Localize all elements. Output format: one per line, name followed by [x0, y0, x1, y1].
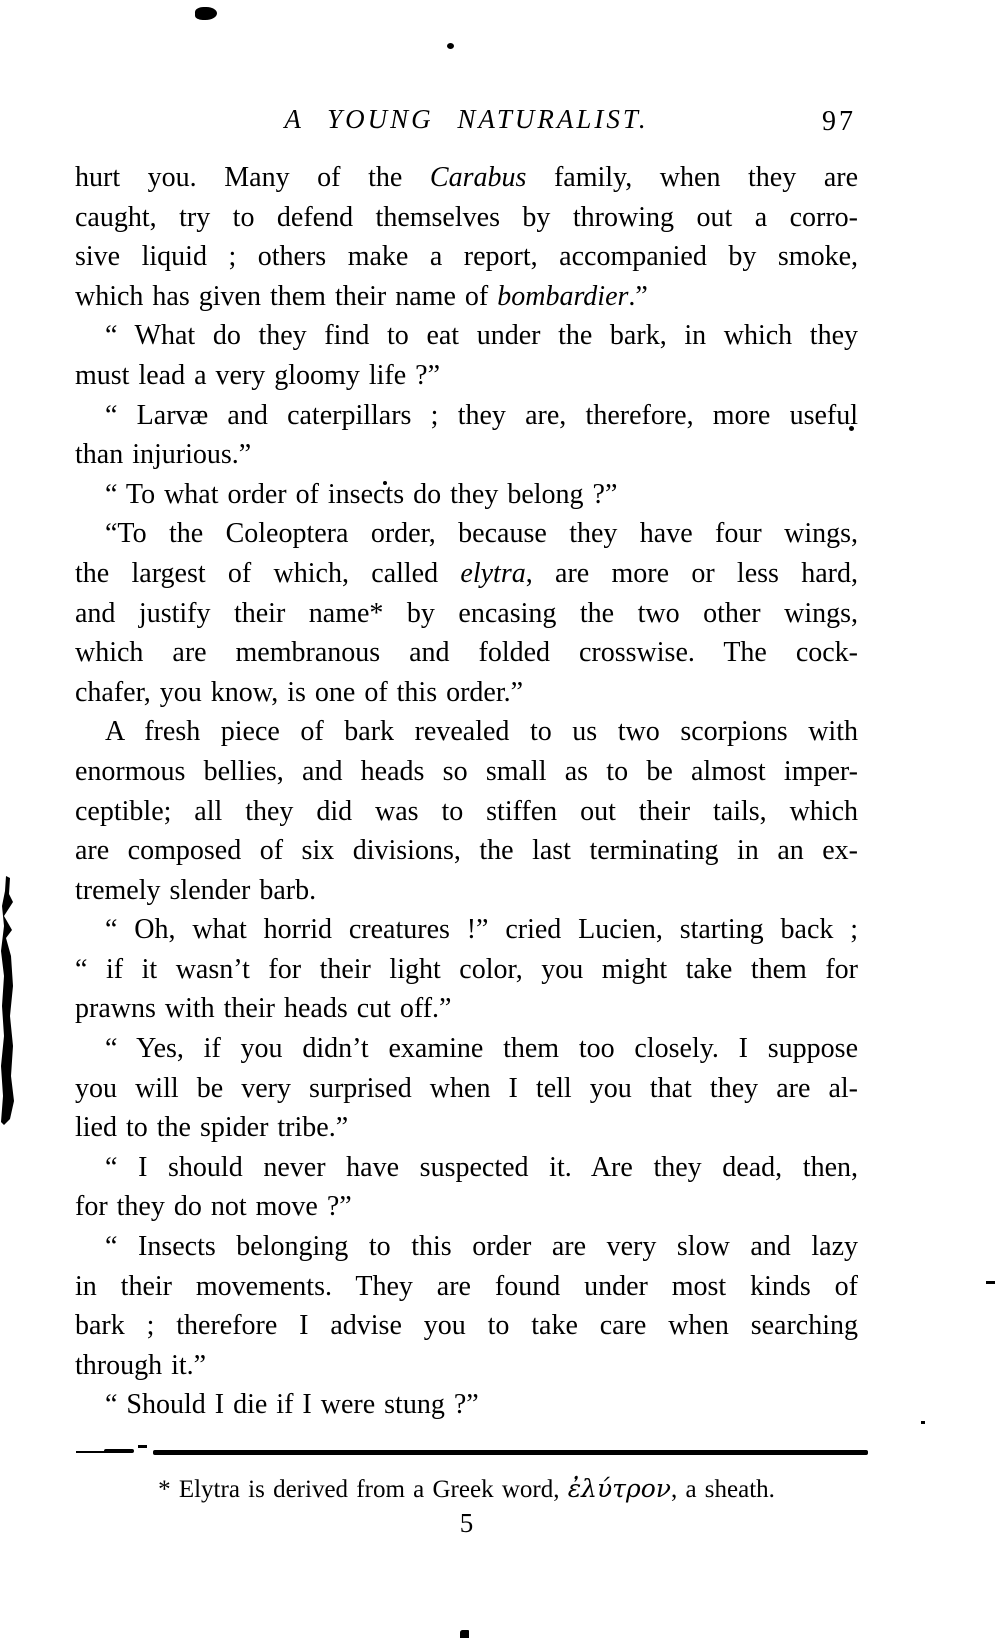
- text-segment: you will be very surprised when I tell you that they are al-: [75, 1072, 858, 1104]
- text-line: [75, 198, 858, 238]
- page-body: [75, 158, 858, 1425]
- text-segment: which are membranous and folded crosswise. The cock-: [75, 637, 858, 669]
- ink-mark-bottom: [460, 1630, 469, 1638]
- text-line: [75, 712, 858, 752]
- text-segment: “To the Coleoptera order, because they have four wings,: [105, 518, 858, 550]
- footnote-rule-fragment: [138, 1445, 147, 1448]
- text-line: [75, 1227, 858, 1267]
- text-segment: bombardier: [497, 280, 629, 312]
- text-segment: elytra: [460, 557, 526, 589]
- text-line: [75, 356, 858, 396]
- text-segment: “ if it wasn’t for their light color, you might take them for: [75, 953, 858, 985]
- text-segment: for they do not move ?”: [75, 1191, 352, 1223]
- text-line: [75, 1306, 858, 1346]
- text-line: [75, 1108, 858, 1148]
- text-segment: “ Should I die if I were stung ?”: [105, 1389, 479, 1421]
- text-segment: “ What do they find to eat under the bark, in which they: [105, 320, 858, 352]
- running-header: [75, 104, 858, 144]
- text-segment: the largest of which, called: [75, 557, 461, 589]
- page-title: A YOUNG NATURALIST.: [284, 104, 649, 134]
- text-line: [75, 158, 858, 198]
- text-segment: lied to the spider tribe.”: [75, 1112, 349, 1144]
- text-segment: chafer, you know, is one of this order.”: [75, 676, 524, 708]
- footnote-rule-fragment: [104, 1449, 134, 1453]
- footnote: [75, 1474, 858, 1504]
- text-segment: ceptible; all they did was to stiffen out their tails, which: [75, 795, 858, 827]
- text-segment: prawns with their heads cut off.”: [75, 993, 452, 1025]
- text-line: [75, 989, 858, 1029]
- text-segment: through it.”: [75, 1349, 207, 1381]
- text-segment: “ To what order of insects do they belong ?”: [105, 478, 618, 510]
- text-line: [75, 316, 858, 356]
- text-line: [75, 831, 858, 871]
- text-segment: and justify their name* by encasing the two other wings,: [75, 597, 858, 629]
- text-segment: must lead a very gloomy life ?”: [75, 359, 440, 391]
- text-segment: .”: [628, 280, 648, 312]
- text-segment: ἐλύτρον: [567, 1474, 671, 1503]
- text-segment: are composed of six divisions, the last terminating in an ex-: [75, 835, 858, 867]
- text-segment: in their movements. They are found under most kinds of: [75, 1270, 858, 1302]
- text-line: [75, 871, 858, 911]
- ink-speck: [986, 1281, 995, 1284]
- text-segment: , are more or less hard,: [525, 557, 858, 589]
- text-segment: A fresh piece of bark revealed to us two scorpions with: [105, 716, 858, 748]
- text-segment: “ Insects belonging to this order are very slow and lazy: [105, 1231, 858, 1263]
- text-segment: “ Oh, what horrid creatures !” cried Lucien, starting back ;: [105, 914, 858, 946]
- text-line: [75, 475, 858, 515]
- text-line: [75, 1029, 858, 1069]
- text-line: [75, 594, 858, 634]
- signature-mark: 5: [459, 1508, 474, 1538]
- footnote-rule: [153, 1450, 868, 1455]
- text-segment: Carabus: [429, 162, 527, 193]
- text-line: [75, 633, 858, 673]
- text-segment: bark ; therefore I advise you to take care when searching: [75, 1310, 858, 1342]
- text-line: [75, 554, 858, 594]
- text-line: [75, 673, 858, 713]
- text-line: [75, 277, 858, 317]
- text-segment: “ Larvæ and caterpillars ; they are, therefore, more useful: [105, 399, 858, 431]
- text-line: [75, 792, 858, 832]
- page-number: 97: [822, 106, 856, 137]
- ink-blot-artifact: [195, 7, 217, 20]
- ink-dot-artifact: [447, 43, 454, 49]
- text-line: [75, 752, 858, 792]
- text-segment: than injurious.”: [75, 439, 252, 471]
- text-line: [75, 1069, 858, 1109]
- text-segment: sive liquid ; others make a report, accompanied by smoke,: [75, 241, 858, 273]
- text-segment: enormous bellies, and heads so small as to be almost imper-: [75, 755, 858, 787]
- text-line: [75, 396, 858, 436]
- text-line: [75, 514, 858, 554]
- text-line: [75, 950, 858, 990]
- text-segment: tremely slender barb.: [75, 874, 317, 906]
- text-segment: hurt you. Many of the: [75, 162, 430, 193]
- ink-speck: [921, 1421, 925, 1424]
- text-line: [75, 1346, 858, 1386]
- scan-edge-artifact: [0, 876, 16, 1128]
- text-line: [75, 1385, 858, 1425]
- text-segment: which has given them their name of: [75, 280, 498, 312]
- text-segment: “ I should never have suspected it. Are they dead, then,: [105, 1151, 858, 1183]
- text-segment: , a sheath.: [670, 1476, 775, 1503]
- text-line: [75, 435, 858, 475]
- text-segment: “ Yes, if you didn’t examine them too closely. I suppose: [105, 1033, 858, 1065]
- text-line: [75, 237, 858, 277]
- text-segment: family, when they are: [526, 162, 858, 193]
- text-segment: * Elytra is derived from a Greek word,: [158, 1476, 568, 1503]
- text-line: [75, 1187, 858, 1227]
- text-line: [75, 1267, 858, 1307]
- text-segment: caught, try to defend themselves by throwing out a corro-: [75, 201, 858, 233]
- text-line: [75, 910, 858, 950]
- text-line: [75, 1148, 858, 1188]
